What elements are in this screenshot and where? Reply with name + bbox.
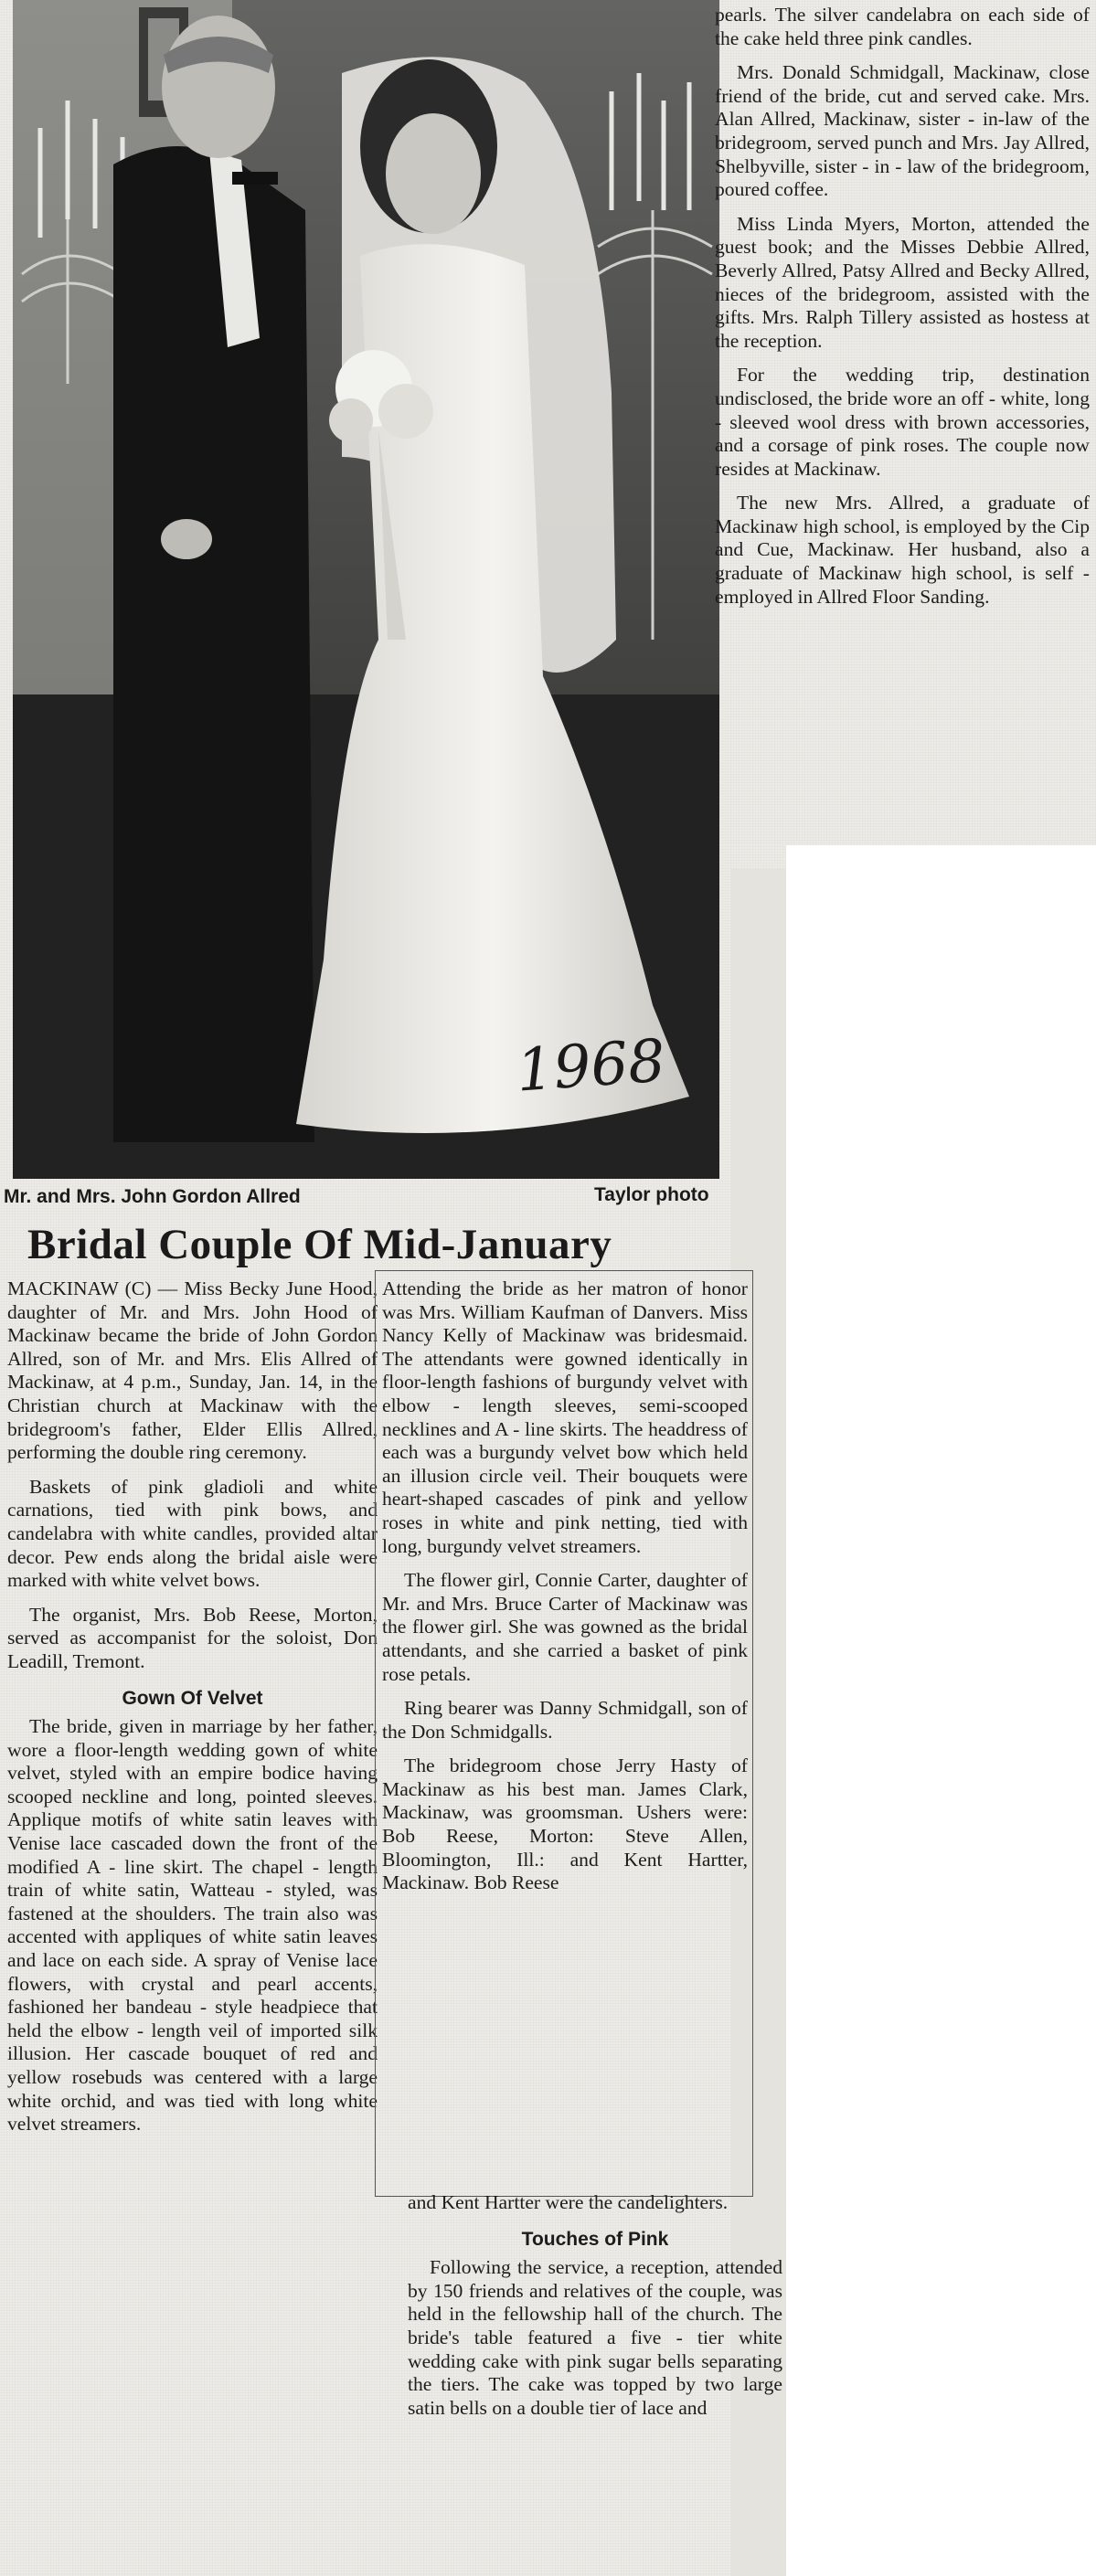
paragraph: Following the service, a reception, attended by 150 friends and relatives of the couple, was held in the fellowship hall of the church. The bride's table featured a five - tier white wedding cake with pink sugar bells separating the tiers. The cake was topped by two large satin bells on a double tier of lace and	[408, 2256, 782, 2419]
photo-caption: Mr. and Mrs. John Gordon Allred	[4, 1186, 301, 1207]
paragraph: Miss Linda Myers, Morton, attended the guest book; and the Misses Debbie Allred, Beverly Allred, Patsy Allred and Becky Allred, nieces of the bridegroom, assisted with the gifts. Mrs. Ralph Tillery assisted as hostess at the reception.	[715, 212, 1090, 352]
article-column-3	[715, 4, 1090, 620]
paragraph: The new Mrs. Allred, a graduate of Mackinaw high school, is employed by the Cip and Cue, Mackinaw. Her husband, also a graduate of Mackinaw high school, is self - employed in Allred Floor Sanding.	[715, 492, 1090, 608]
subheading: Gown Of Velvet	[122, 1687, 263, 1709]
paragraph: For the wedding trip, destination undisclosed, the bride wore an off - white, long - sleeved wool dress with brown accessories, and a corsage of pink roses. The couple now resides at Mackinaw.	[715, 364, 1090, 480]
handwritten-year: 1968	[514, 1027, 668, 1106]
article-column-2-lower	[408, 2191, 782, 2431]
paragraph: and Kent Hartter were the candelighters.	[408, 2191, 729, 2213]
wedding-photo	[13, 0, 719, 1179]
paragraph: The flower girl, Connie Carter, daughter of Mr. and Mrs. Bruce Carter of Mackinaw was the flower girl. She was gowned as the bridal attendants, and she carried a basket of pink rose petals.	[382, 1569, 748, 1685]
paragraph: pearls. The silver candelabra on each side of the cake held three pink candles.	[715, 4, 1090, 49]
paragraph: The bridegroom chose Jerry Hasty of Mackinaw as his best man. James Clark, Mackinaw, was groomsman. Ushers were: Bob Reese, Morton: Steve Allen, Bloomington, Ill.: and Kent Hartter, Mackinaw. Bob Reese	[382, 1754, 748, 1894]
wedding-photo-illustration	[13, 0, 719, 1179]
paragraph: Baskets of pink gladioli and white carnations, tied with pink bows, and candelabra with white candles, provided altar decor. Pew ends along the bridal aisle were marked with white velvet bows.	[7, 1475, 378, 1592]
paragraph: Attending the bride as her matron of honor was Mrs. William Kaufman of Danvers. Miss Nancy Kelly of Mackinaw was bridesmaid. The attendants were gowned identically in floor-length fashions of burgundy velvet with elbow - length sleeves, semi-scooped necklines and A - line skirts. The headdress of each was a burgundy velvet bow which held an illusion circle veil. Their bouquets were heart-shaped cascades of pink and yellow roses in white and pink netting, tied with long, burgundy velvet streamers.	[382, 1277, 748, 1557]
article-headline: Bridal Couple Of Mid-January	[27, 1221, 612, 1268]
paragraph: The bride, given in marriage by her father, wore a floor-length wedding gown of white velvet, styled with an empire bodice having scooped neckline and long, pointed sleeves. Applique motifs of white satin leaves with Venise lace cascaded down the front of the modified A - line skirt. The chapel - length train of white satin, Watteau - styled, was fastened at the shoulders. The train also was accented with appliques of white satin leaves and lace on each side. A spray of Venise lace flowers, with crystal and pearl accents, fashioned her bandeau - style headpiece that held the elbow - length veil of imported silk illusion. Her cascade bouquet of red and yellow rosebuds was centered with a large white orchid, and was tied with long white velvet streamers.	[7, 1715, 378, 2136]
photo-credit: Taylor photo	[594, 1184, 709, 1205]
article-column-2-upper	[382, 1277, 748, 1906]
subheading: Touches of Pink	[521, 2228, 669, 2250]
paragraph: Ring bearer was Danny Schmidgall, son of the Don Schmidgalls.	[382, 1697, 748, 1743]
paragraph: Mrs. Donald Schmidgall, Mackinaw, close friend of the bride, cut and served cake. Mrs. Alan Allred, Mackinaw, sister - in-law of the bridegroom, served punch and Mrs. Jay Allred, Shelbyville, sister - in - law of the bridegroom, poured coffee.	[715, 61, 1090, 201]
paragraph: The organist, Mrs. Bob Reese, Morton, served as accompanist for the soloist, Don Leadill, Tremont.	[7, 1603, 378, 1672]
article-column-1	[7, 1277, 378, 2147]
paragraph: MACKINAW (C) — Miss Becky June Hood, daughter of Mr. and Mrs. John Hood of Mackinaw became the bride of John Gordon Allred, son of Mr. and Mrs. Elis Allred of Mackinaw, at 4 p.m., Sunday, Jan. 14, in the Christian church at Mackinaw with the bridegroom's father, Elder Ellis Allred, performing the double ring ceremony.	[7, 1277, 378, 1464]
